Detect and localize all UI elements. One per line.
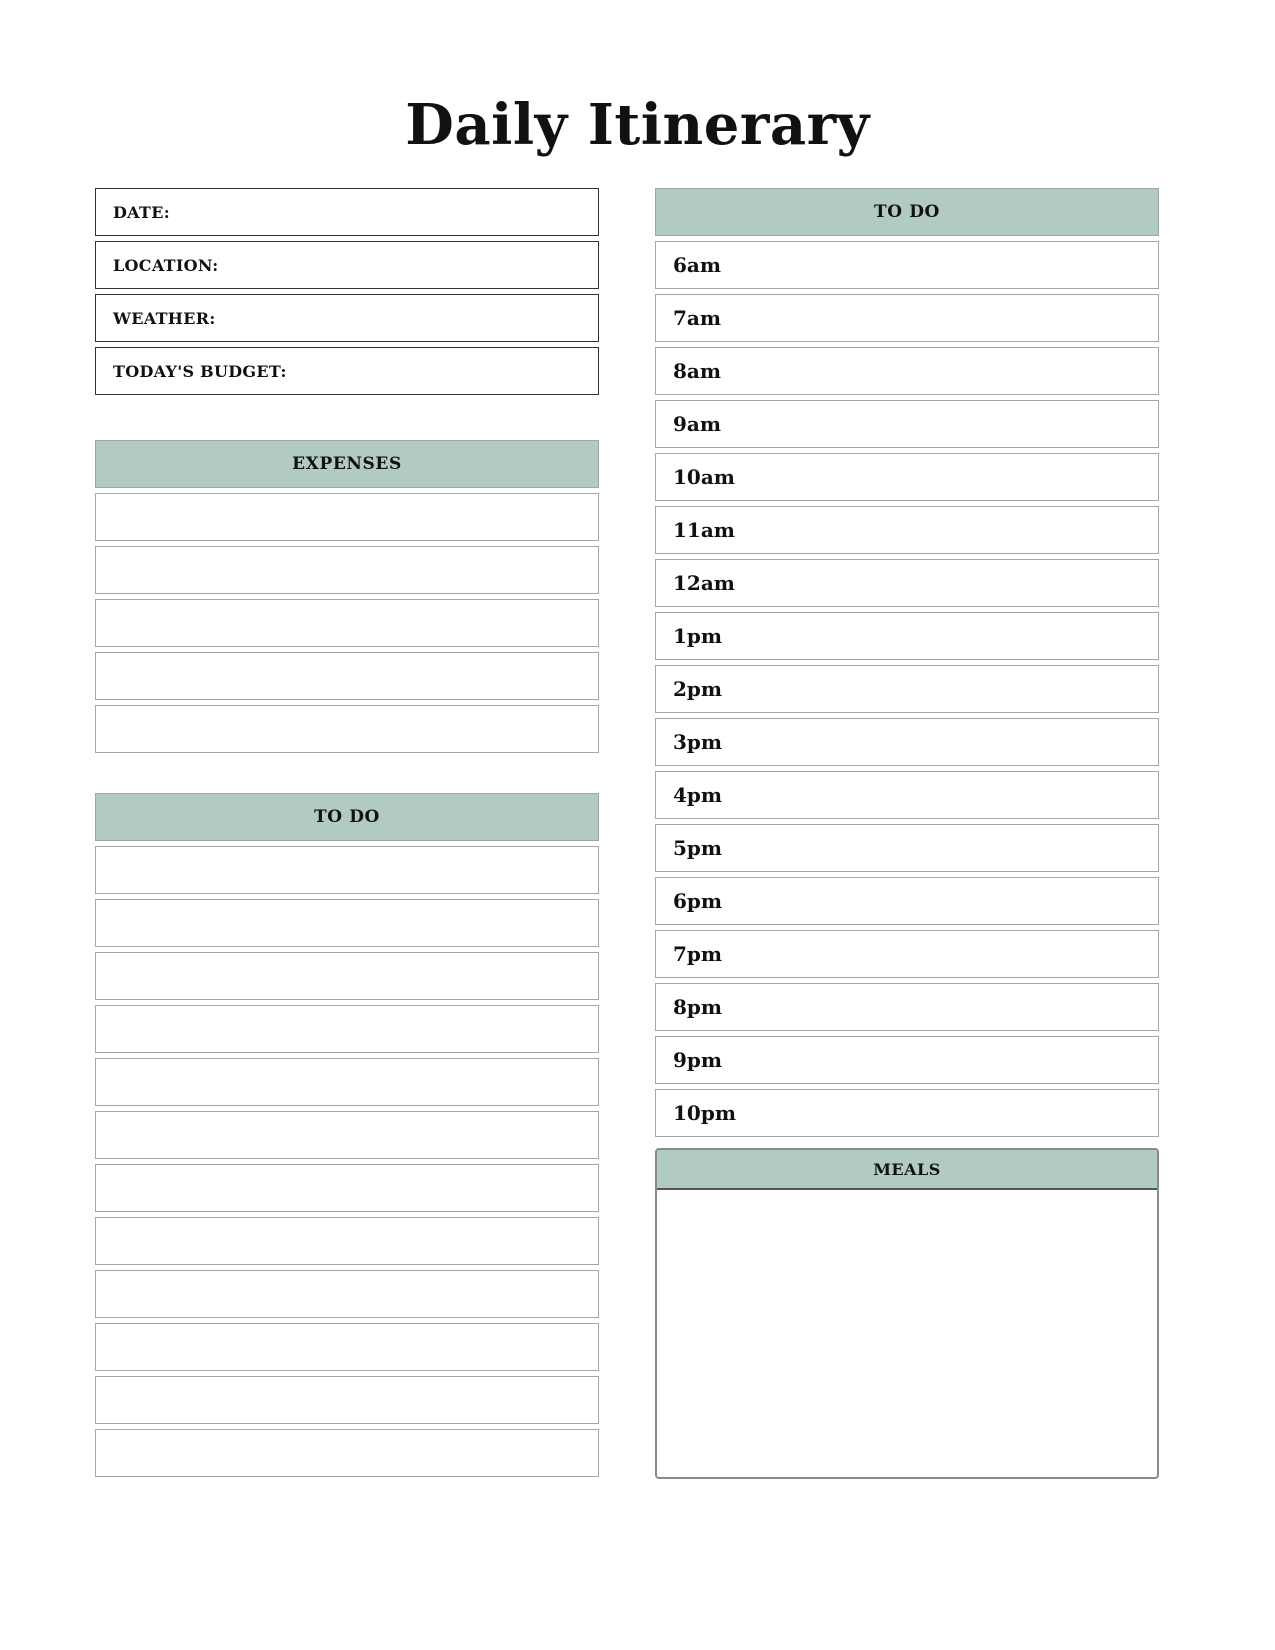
todo-row[interactable] bbox=[95, 1164, 599, 1212]
time-slot-label: 9pm bbox=[673, 1048, 723, 1072]
todo-row[interactable] bbox=[95, 952, 599, 1000]
time-slot-row[interactable] bbox=[655, 559, 1159, 607]
time-slot-row[interactable] bbox=[655, 824, 1159, 872]
time-slot-label: 7pm bbox=[673, 942, 723, 966]
time-slot-label: 5pm bbox=[673, 836, 723, 860]
time-slot-label: 8pm bbox=[673, 995, 723, 1019]
todo-row[interactable] bbox=[95, 1217, 599, 1265]
time-slot-label: 4pm bbox=[673, 783, 723, 807]
time-slot-label: 6am bbox=[673, 253, 722, 277]
time-slot-row[interactable] bbox=[655, 294, 1159, 342]
todo-row[interactable] bbox=[95, 1429, 599, 1477]
time-slot-row[interactable] bbox=[655, 506, 1159, 554]
time-slot-label: 1pm bbox=[673, 624, 723, 648]
budget-label: TODAY'S BUDGET: bbox=[113, 361, 287, 381]
time-slot-label: 3pm bbox=[673, 730, 723, 754]
meals-header bbox=[657, 1150, 1157, 1190]
todo-rows bbox=[95, 846, 599, 1477]
weather-label: WEATHER: bbox=[113, 308, 216, 328]
left-column bbox=[95, 188, 599, 1477]
expense-row[interactable] bbox=[95, 599, 599, 647]
expenses-rows bbox=[95, 493, 599, 753]
time-slot-row[interactable] bbox=[655, 665, 1159, 713]
expense-row[interactable] bbox=[95, 652, 599, 700]
time-slot-label: 11am bbox=[673, 518, 735, 542]
time-slot-label: 9am bbox=[673, 412, 722, 436]
meals-header-label: MEALS bbox=[873, 1159, 941, 1179]
time-slot-row[interactable] bbox=[655, 983, 1159, 1031]
schedule-section bbox=[655, 188, 1159, 1137]
date-field[interactable] bbox=[95, 188, 599, 236]
right-column bbox=[655, 188, 1159, 1479]
todo-row[interactable] bbox=[95, 1323, 599, 1371]
time-slot-label: 6pm bbox=[673, 889, 723, 913]
todo-row[interactable] bbox=[95, 1058, 599, 1106]
expenses-header bbox=[95, 440, 599, 488]
time-slot-row[interactable] bbox=[655, 930, 1159, 978]
time-slot-row[interactable] bbox=[655, 1036, 1159, 1084]
location-field[interactable] bbox=[95, 241, 599, 289]
time-slot-row[interactable] bbox=[655, 877, 1159, 925]
time-slot-label: 10pm bbox=[673, 1101, 736, 1125]
todo-row[interactable] bbox=[95, 1005, 599, 1053]
page-title: Daily Itinerary bbox=[405, 92, 870, 158]
time-slot-label: 2pm bbox=[673, 677, 723, 701]
time-slot-row[interactable] bbox=[655, 453, 1159, 501]
time-slot-row[interactable] bbox=[655, 347, 1159, 395]
time-slot-row[interactable] bbox=[655, 400, 1159, 448]
time-slot-row[interactable] bbox=[655, 612, 1159, 660]
schedule-header-label: TO DO bbox=[874, 202, 940, 222]
time-slot-row[interactable] bbox=[655, 718, 1159, 766]
todo-row[interactable] bbox=[95, 899, 599, 947]
time-slot-label: 8am bbox=[673, 359, 722, 383]
todo-section bbox=[95, 793, 599, 1477]
location-label: LOCATION: bbox=[113, 255, 219, 275]
expenses-section bbox=[95, 440, 599, 753]
time-slot-label: 7am bbox=[673, 306, 722, 330]
expense-row[interactable] bbox=[95, 493, 599, 541]
budget-field[interactable] bbox=[95, 347, 599, 395]
todo-row[interactable] bbox=[95, 1270, 599, 1318]
expense-row[interactable] bbox=[95, 705, 599, 753]
weather-field[interactable] bbox=[95, 294, 599, 342]
todo-row[interactable] bbox=[95, 1111, 599, 1159]
todo-row[interactable] bbox=[95, 1376, 599, 1424]
date-label: DATE: bbox=[113, 202, 170, 222]
meals-box[interactable] bbox=[655, 1148, 1159, 1479]
expenses-header-label: EXPENSES bbox=[292, 454, 402, 474]
todo-header-label: TO DO bbox=[314, 807, 380, 827]
time-slot-row[interactable] bbox=[655, 241, 1159, 289]
time-slot-row[interactable] bbox=[655, 1089, 1159, 1137]
schedule-header bbox=[655, 188, 1159, 236]
time-slot-label: 10am bbox=[673, 465, 735, 489]
todo-row[interactable] bbox=[95, 846, 599, 894]
expense-row[interactable] bbox=[95, 546, 599, 594]
todo-header bbox=[95, 793, 599, 841]
time-rows bbox=[655, 241, 1159, 1137]
time-slot-row[interactable] bbox=[655, 771, 1159, 819]
time-slot-label: 12am bbox=[673, 571, 735, 595]
